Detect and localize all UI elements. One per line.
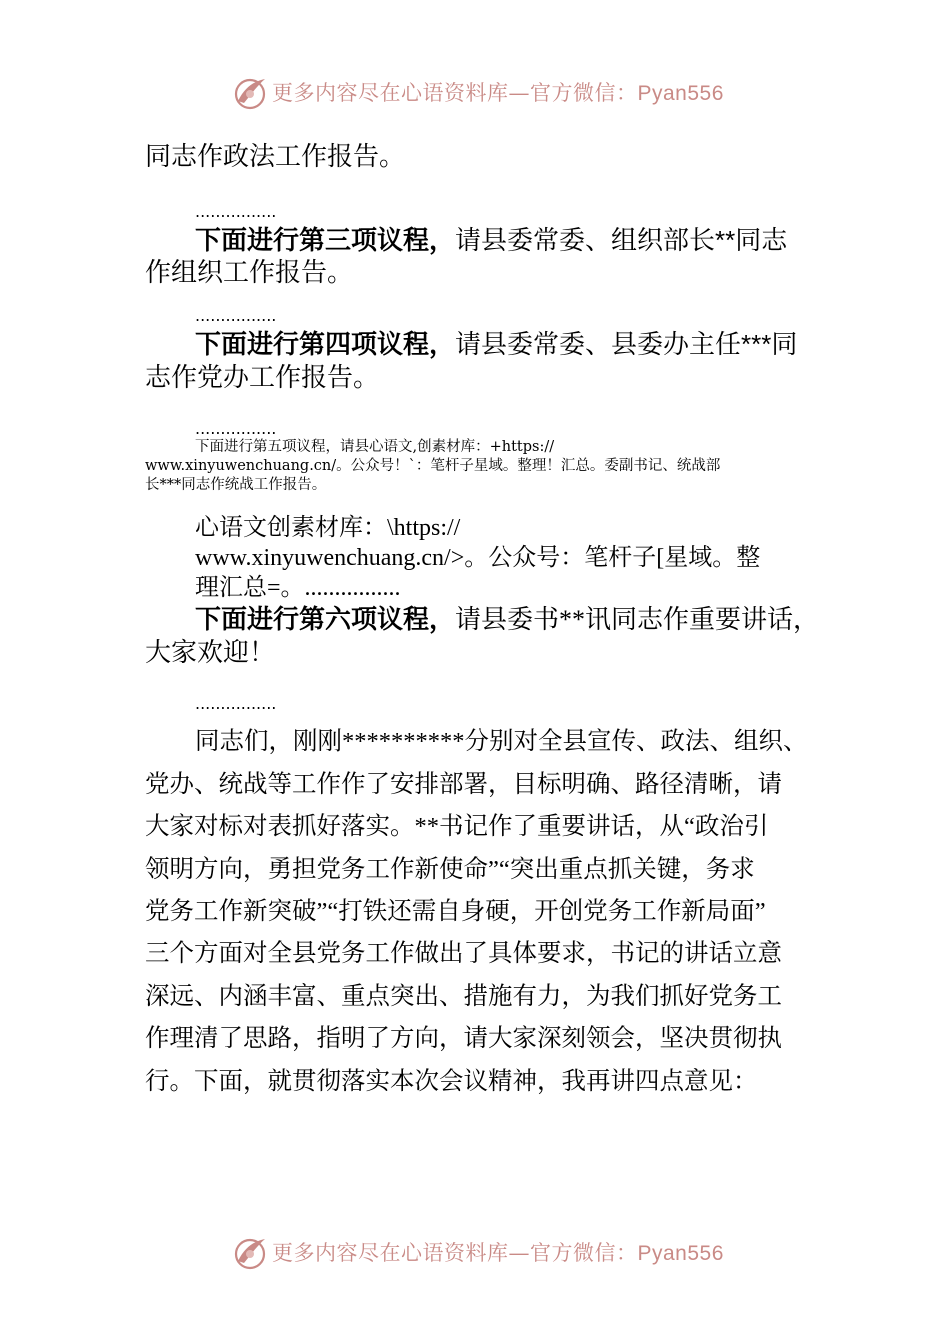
- text-line: 大家欢迎！: [145, 638, 276, 667]
- agenda-item-6: 下面进行第六项议程，请县委书**讯同志作重要讲话，: [195, 604, 820, 634]
- agenda-item-4: 下面进行第四项议程，请县委常委、县委办主任***同: [195, 329, 798, 359]
- body-line: 大家对标对表抓好落实。**书记作了重要讲话，从“政治引: [145, 813, 769, 840]
- body-line: 作理清了思路，指明了方向，请大家深刻领会，坚决贯彻执: [145, 1025, 782, 1052]
- text-line: 同志作政法工作报告。: [145, 141, 406, 171]
- body-line: 党务工作新突破”“打铁还需自身硬，开创党务工作新局面”: [145, 898, 766, 925]
- watermark-text: 更多内容尽在心语资料库—官方微信：Pyan556: [272, 81, 724, 105]
- ellipsis-line: ................: [195, 694, 277, 713]
- watermark-text: 更多内容尽在心语资料库—官方微信：Pyan556: [272, 1241, 724, 1265]
- text-line: www.xinyuwenchuang.cn/>。公众号：笔杆子[星域。整: [195, 545, 761, 571]
- footer-watermark: [0, 1235, 950, 1275]
- ellipsis-line: ................: [195, 306, 277, 325]
- ellipsis-line: ................: [195, 202, 277, 221]
- body-line: 领明方向，勇担党务工作新使命”“突出重点抓关键，务求: [145, 856, 755, 883]
- text-line: www.xinyuwenchuang.cn/。公众号！`：笔杆子星域。整理！汇总。委副书记、统战部: [145, 458, 721, 474]
- body-line: 党办、统战等工作作了安排部署，目标明确、路径清晰，请: [145, 771, 782, 798]
- logo-icon: [232, 1235, 268, 1271]
- body-line: 行。下面，就贯彻落实本次会议精神，我再讲四点意见：: [145, 1068, 758, 1095]
- text-line: 心语文创素材库：\https://: [195, 515, 461, 541]
- logo-icon: [232, 75, 268, 111]
- ellipsis-line: ................: [195, 419, 277, 438]
- agenda-item-3: 下面进行第三项议程，请县委常委、组织部长**同志: [195, 225, 788, 255]
- body-line: 同志们，刚刚**********分别对全县宣传、政法、组织、: [195, 728, 808, 755]
- body-line: 三个方面对全县党务工作做出了具体要求，书记的讲话立意: [145, 940, 782, 967]
- text-line: 长***同志作统战工作报告。: [145, 477, 327, 493]
- header-watermark: [0, 75, 950, 115]
- body-line: 深远、内涵丰富、重点突出、措施有力，为我们抓好党务工: [145, 983, 782, 1010]
- agenda-item-5: 下面进行第五项议程，请县心语文,创素材库：+https://: [195, 439, 555, 455]
- text-line: 志作党办工作报告。: [145, 362, 380, 392]
- text-line: 作组织工作报告。: [145, 257, 354, 287]
- text-line: 理汇总=。................: [195, 575, 401, 601]
